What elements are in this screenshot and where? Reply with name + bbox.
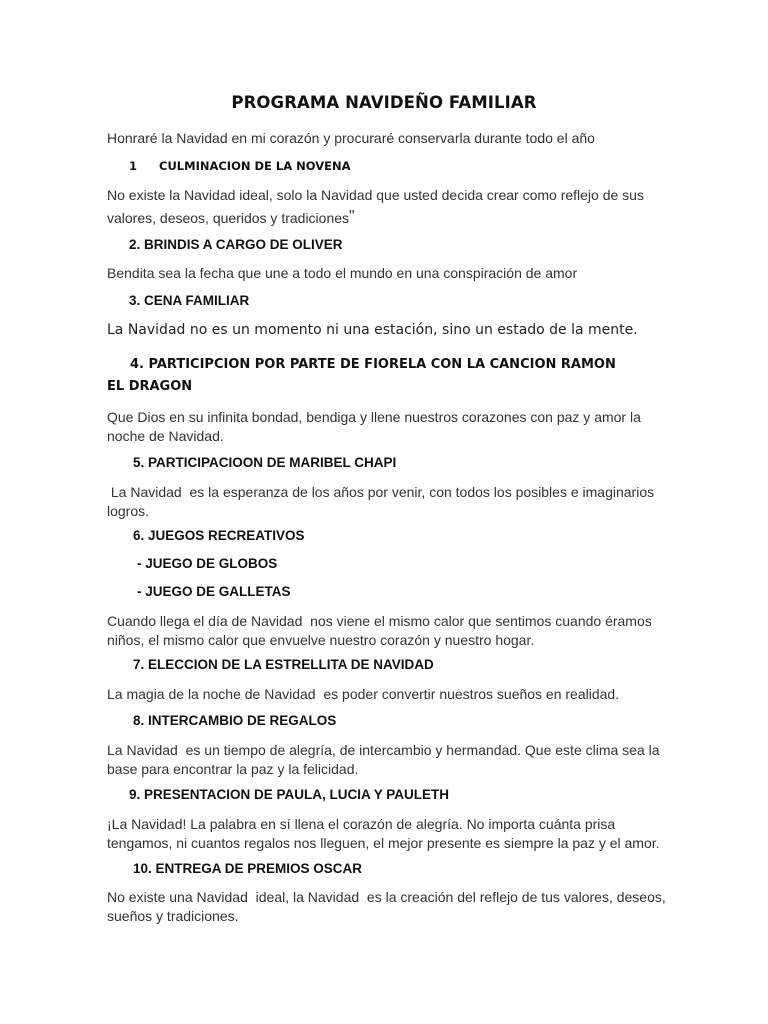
program-item-8-heading: 8. INTERCAMBIO DE REGALOS [133, 713, 337, 728]
program-item-5-quote: La Navidad es la esperanza de los años por venir, con todos los posibles e imaginarios logros. [107, 484, 658, 519]
program-item-7-quote: La magia de la noche de Navidad es poder convertir nuestros sueños en realidad. [107, 686, 620, 702]
program-item-10-heading: 10. ENTREGA DE PREMIOS OSCAR [133, 861, 363, 876]
page-title: PROGRAMA NAVIDEÑO FAMILIAR [231, 93, 537, 112]
program-item-3-quote: La Navidad no es un momento ni una estación, sino un estado de la mente. [107, 322, 638, 338]
program-item-3-heading: 3. CENA FAMILIAR [129, 293, 250, 308]
program-item-2-heading: 2. BRINDIS A CARGO DE OLIVER [129, 237, 343, 252]
program-item-1-heading [129, 159, 351, 173]
program-item-6-quote: Cuando llega el día de Navidad nos viene el mismo calor que sentimos cuando éramos niños, el mismo calor que envuelve nuestro corazón y nuestro hogar. [107, 613, 656, 648]
program-item-9-heading: 9. PRESENTACION DE PAULA, LUCIA Y PAULETH [129, 787, 450, 802]
closing-quote-mark: " [349, 208, 355, 225]
program-item-7-heading: 7. ELECCION DE LA ESTRELLITA DE NAVIDAD [133, 657, 434, 672]
program-item-1-quote: No existe la Navidad ideal, solo la Navidad que usted decida crear como reflejo de sus valores, deseos, queridos y tradiciones" [107, 187, 648, 226]
program-item-4-quote: Que Dios en su infinita bondad, bendiga y llene nuestros corazones con paz y amor la noche de Navidad. [107, 409, 645, 444]
program-item-9-quote: ¡La Navidad! La palabra en sí llena el corazón de alegría. No importa cuánta prisa tengamos, ni cuantos regalos nos lleguen, el mejor presente es siempre la paz y el amor. [107, 816, 660, 851]
program-item-1-number: 1 [129, 159, 138, 173]
intro-text: Honraré la Navidad en mi corazón y procuraré conservarla durante todo el año [107, 130, 595, 146]
program-item-6-subitem-1: - JUEGO DE GLOBOS [137, 556, 278, 571]
program-item-6-heading: 6. JUEGOS RECREATIVOS [133, 528, 305, 543]
program-item-5-heading: 5. PARTICIPACIOON DE MARIBEL CHAPI [133, 455, 397, 470]
program-item-1-title: CULMINACION DE LA NOVENA [159, 159, 351, 173]
program-item-8-quote: La Navidad es un tiempo de alegría, de intercambio y hermandad. Que este clima sea la base para encontrar la paz y la felicidad. [107, 742, 664, 777]
program-item-10-quote: No existe una Navidad ideal, la Navidad es la creación del reflejo de tus valores, deseos, sueños y tradiciones. [107, 889, 670, 924]
program-item-6-subitem-2: - JUEGO DE GALLETAS [137, 584, 291, 599]
program-item-4-heading: 4. PARTICIPCION POR PARTE DE FIORELA CON LA CANCION RAMON EL DRAGON [107, 357, 616, 394]
program-item-2-quote: Bendita sea la fecha que une a todo el mundo en una conspiración de amor [107, 265, 578, 281]
